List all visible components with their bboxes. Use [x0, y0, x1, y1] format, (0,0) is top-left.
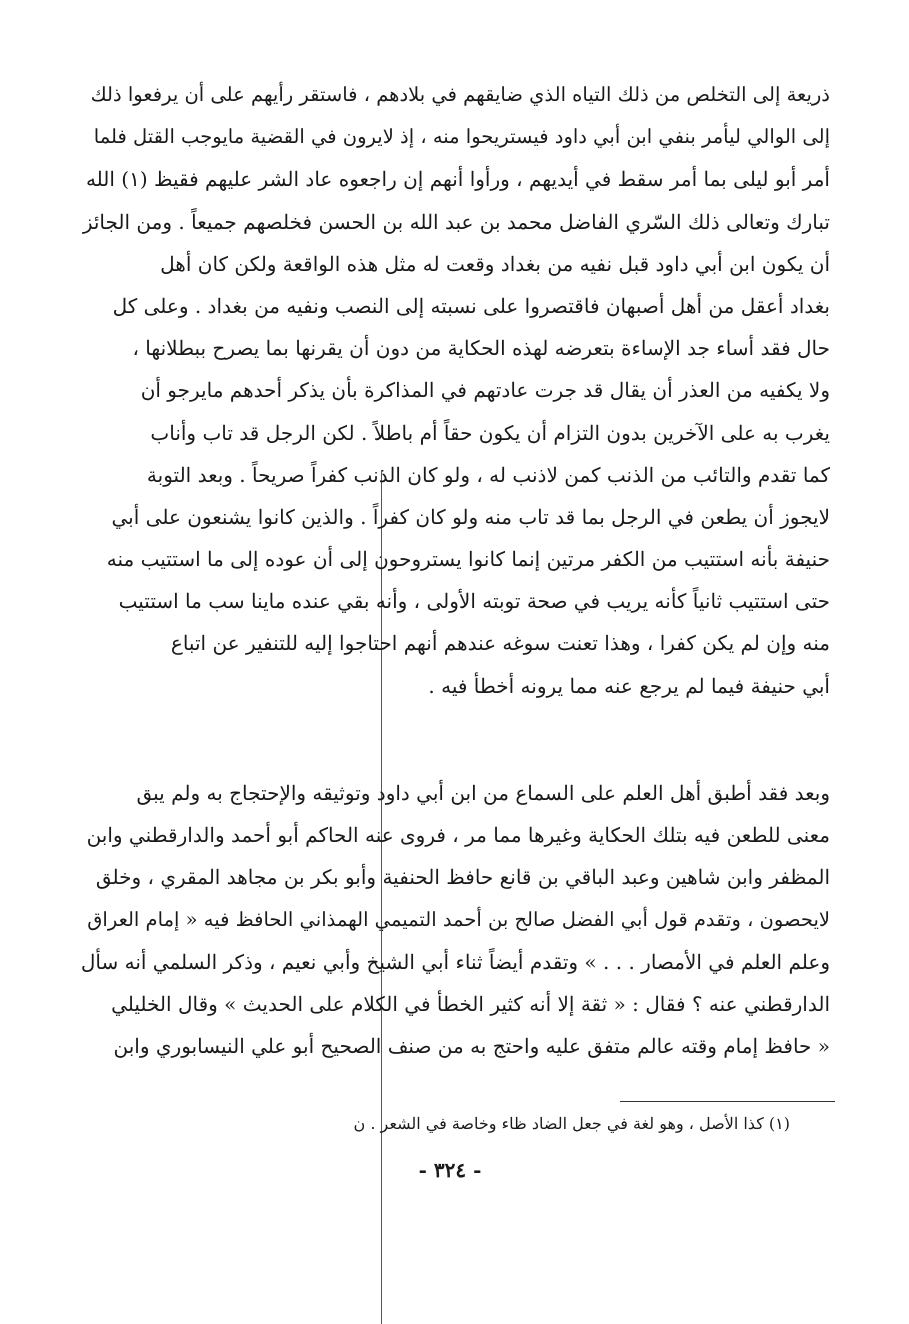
- text-line: لايحصون ، وتقدم قول أبي الفضل صالح بن أحمد التميمي الهمذاني الحافظ فيه « إمام العراق: [87, 907, 830, 931]
- text-line: المظفر وابن شاهين وعبد الباقي بن قانع حافظ الحنفية وأبو بكر بن مجاهد المقري ، وخلق: [95, 865, 830, 890]
- text-line: حتى استتيب ثانياً كأنه يريب في صحة توبته الأولى ، وأنه بقي عنده ماينا سب ما استتيب: [118, 589, 830, 614]
- text-line: أن يكون ابن أبي داود قبل نفيه من بغداد وقعت له مثل هذه الواقعة ولكن كان أهل: [160, 251, 830, 276]
- text-line: الدارقطني عنه ؟ فقال : « ثقة إلا أنه كثير الخطأ في الكلام على الحديث » وقال الخليلي: [111, 991, 830, 1016]
- text-line: ذريعة إلى التخلص من ذلك التياه الذي ضايقهم في بلادهم ، فاستقر رأيهم على أن يرفعوا ذلك: [90, 83, 830, 106]
- footnote: (١) كذا الأصل ، وهو لغة في جعل الضاد ظاء وخاصة في الشعر . ن: [353, 1114, 790, 1133]
- text-line: وبعد فقد أطبق أهل العلم على السماع من ابن أبي داود وتوثيقه والإحتجاج به ولم يبق: [136, 781, 830, 805]
- text-line: إلى الوالي ليأمر بنفي ابن أبي داود فيستريحوا منه ، إذ لايرون في القضية مايوجب القتل فلما: [93, 125, 830, 149]
- text-line: وعلم العلم في الأمصار . . . » وتقدم أيضاً ثناء أبي الشيخ وأبي نعيم ، وذكر السلمي أنه سأل: [80, 949, 830, 974]
- text-line: حال فقد أساء جد الإساءة بتعرضه لهذه الحكاية من دون أن يقرنها بما يصرح ببطلانها ،: [132, 336, 830, 361]
- text-line: بغداد أعقل من أهل أصبهان فاقتصروا على نسبته إلى النصب ونفيه من بغداد . وعلى كل: [112, 293, 830, 318]
- text-line: أمر أبو ليلى بما أمر سقط في أيديهم ، ورأوا أنهم إن راجعوه عاد الشر عليهم فقيظ (١) الله: [85, 167, 830, 192]
- text-line: معنى للطعن فيه بتلك الحكاية وغيرها مما مر ، فروى عنه الحاكم أبو أحمد والدارقطني وابن: [86, 823, 830, 848]
- footnote-divider: [620, 1101, 835, 1102]
- text-line: كما تقدم والتائب من الذنب كمن لاذنب له ، ولو كان الذنب كفراً صريحاً . وبعد التوبة: [146, 462, 830, 487]
- text-line: أبي حنيفة فيما لم يرجع عنه مما يرونه أخطأ فيه .: [428, 673, 830, 698]
- text-line: حنيفة بأنه استتيب من الكفر مرتين إنما كانوا يستروحون إلى أن عوده إلى ما استتيب منه: [106, 547, 830, 572]
- text-line: تبارك وتعالى ذلك السّري الفاضل محمد بن عبد الله بن الحسن فخلصهم جميعاً . ومن الجائز: [82, 209, 830, 234]
- paragraph-2: [78, 772, 830, 1067]
- text-line: يغرب به على الآخرين بدون التزام أن يكون حقاً أم باطلاً . لكن الرجل قد تاب وأناب: [150, 420, 830, 445]
- text-line: منه وإن لم يكن كفرا ، وهذا تعنت سوغه عندهم أنهم احتاجوا إليه للتنفير عن اتباع: [170, 631, 830, 656]
- page-number: - ٣٢٤ -: [418, 1158, 482, 1182]
- text-line: لايجوز أن يطعن في الرجل بما قد تاب منه ولو كان كفراً . والذين كانوا يشنعون على أبي: [111, 504, 830, 529]
- paragraph-1: [78, 74, 830, 707]
- text-line: ولا يكفيه من العذر أن يقال قد جرت عادتهم في المذاكرة بأن يذكر أحدهم مايرجو أن: [140, 378, 830, 403]
- text-line: « حافظ إمام وقته عالم متفق عليه واحتج به من صنف الصحيح أبو علي النيسابوري وابن: [113, 1034, 830, 1059]
